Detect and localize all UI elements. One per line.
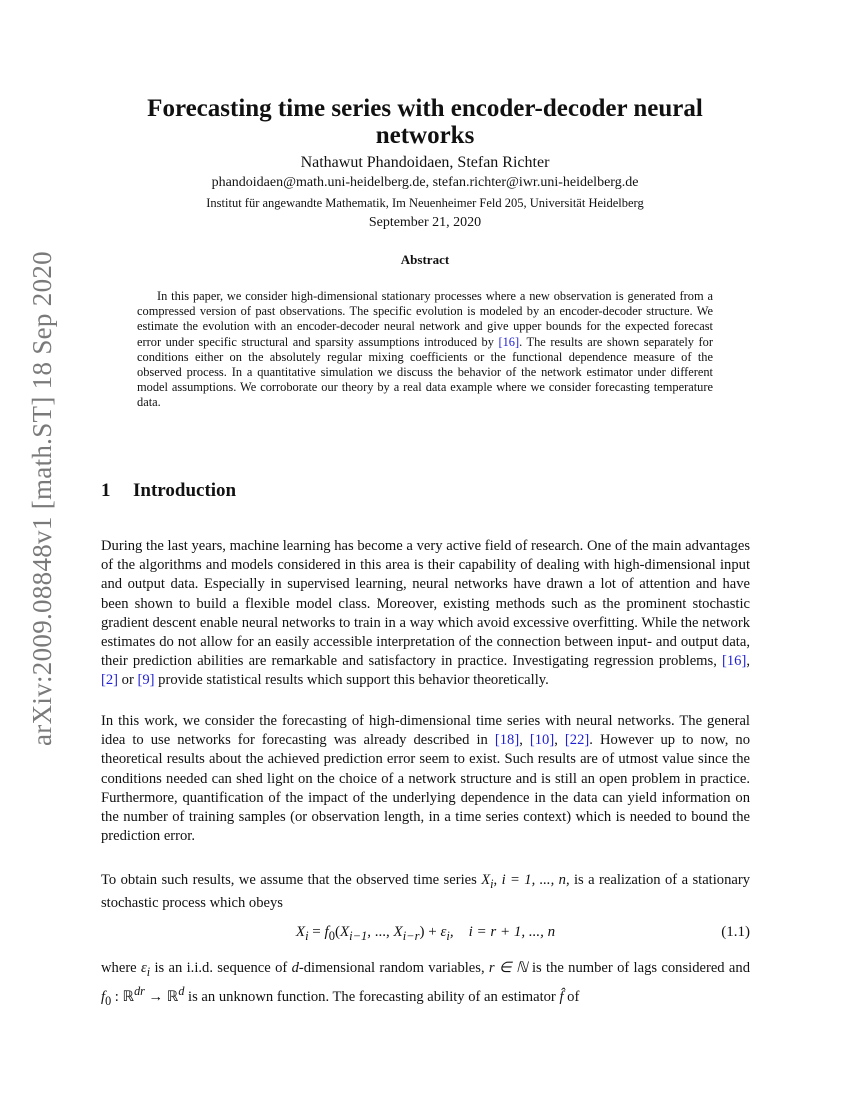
abstract-text-2: . The results are shown separately for conditions either on the absolutely regular mixing coefficients or the functional dependence measure of the observed process. In a quantitative simulation we discuss the behavior of the network estimator under different model assumptions. We corroborate our theory by a real data example where we consider forecasting temperature data.: [137, 334, 713, 410]
paragraph-text: ,: [493, 872, 502, 888]
section-title: Introduction: [133, 480, 237, 501]
math-superscript: d: [178, 984, 185, 999]
math-inline: → ℝ: [144, 988, 179, 1005]
math-variable: X: [481, 872, 491, 888]
math-subscript: i: [490, 876, 494, 891]
intro-paragraph-1: [101, 537, 750, 691]
eq-noise: ε: [440, 924, 447, 940]
paragraph-text: where: [101, 960, 141, 976]
section-heading: [101, 480, 236, 502]
paragraph-text: -dimensional random variables,: [298, 960, 489, 976]
eq-paren-close: ) +: [419, 924, 441, 940]
paragraph-text: During the last years, machine learning has become a very active field of research. One of the main advantages of the algorithms and models considered in this area is their capability of dealing with high-dimensional input and output data. Especially in supervised learning, neural networks have drawn a lot of attention and have been shown to build a flexible model class. Moreover, existing methods such as the prominent stochastic gradient descent enable neural networks to train in a way which avoid excessive overfitting. While the network estimates do not allow for an easily accessible interpretation of the connection between input- and output data, their prediction abilities are remarkable and satisfactory in practice. Investigating regression problems,: [101, 538, 750, 670]
abstract-heading: Abstract: [400, 252, 450, 267]
citation-link[interactable]: [16]: [722, 653, 747, 670]
math-subscript: 0: [105, 993, 112, 1008]
paragraph-text: is an i.i.d. sequence of: [150, 960, 292, 976]
intro-paragraph-2: [101, 712, 750, 846]
equation-1-1: [101, 924, 750, 946]
math-inline: r ∈ ℕ: [488, 960, 528, 976]
separator: ,: [519, 732, 530, 749]
authors: Nathawut Phandoidaen, Stefan Richter: [300, 154, 550, 171]
paragraph-text: is the number of lags considered and: [527, 960, 750, 976]
math-variable: f: [101, 988, 106, 1005]
eq-arg-1-sub: i−1: [349, 929, 368, 943]
citation-link[interactable]: [22]: [564, 732, 590, 749]
eq-lhs-sub: i: [305, 929, 309, 943]
paper-date: September 21, 2020: [368, 215, 482, 230]
eq-noise-sub: i: [446, 929, 450, 943]
eq-function: f: [324, 924, 329, 940]
paragraph-text: of: [563, 988, 580, 1005]
math-subscript: i: [146, 964, 151, 979]
math-inline: i = 1, ..., n: [501, 872, 566, 888]
author-emails: phandoidaen@math.uni-heidelberg.de, stefan.richter@iwr.uni-heidelberg.de: [211, 175, 639, 190]
math-variable: f̂: [559, 988, 564, 1005]
citation-link[interactable]: [9]: [137, 672, 155, 689]
citation-link[interactable]: [18]: [494, 732, 520, 749]
eq-arg-2: X: [393, 924, 403, 940]
abstract-body: [137, 289, 713, 411]
title-line-1: Forecasting time series with encoder-decoder neural: [147, 95, 703, 122]
eq-ellipsis: , ...,: [367, 924, 394, 940]
eq-function-sub: 0: [328, 929, 335, 943]
eq-lhs: X: [295, 924, 306, 940]
citation-link[interactable]: [10]: [529, 732, 555, 749]
eq-equals: =: [308, 924, 325, 940]
eq-paren-open: (: [334, 924, 340, 940]
paragraph-text: is an unknown function. The forecasting ability of an estimator: [184, 988, 560, 1005]
eq-arg-2-sub: i−r: [402, 929, 420, 943]
paragraph-text: , is a realization of a stationary stochastic process which obeys: [101, 872, 751, 912]
paragraph-text: . However up to now, no theoretical results about the achieved prediction error seem to exist. Such results are of utmost value since the conditions needed can shed light on the choice of a network structure and is still an open problem in practice. Furthermore, quantification of the impact of the underlying dependence in the data can yield information on the number of training samples (or observation length, in a time series context) which is needed to bound the prediction error.: [101, 732, 751, 845]
intro-paragraph-4: [101, 959, 750, 1011]
separator: or: [118, 672, 138, 689]
math-variable: d: [291, 960, 299, 976]
abstract-text-1: In this paper, we consider high-dimensional stationary processes where a new observation is generated from a compressed version of past observations. The specific evolution is modeled by an encoder-decoder structure. We estimate the evolution with an encoder-decoder neural network and give upper bounds for the expected forecast error under specific structural and sparsity assumptions introduced by: [137, 289, 713, 349]
eq-arg-1: X: [339, 924, 350, 940]
title-line-2: networks: [375, 122, 475, 149]
equation-body: [101, 924, 750, 944]
citation-link[interactable]: [16]: [498, 334, 520, 349]
paragraph-text: provide statistical results which support this behavior theoretically.: [154, 672, 549, 689]
citation-link[interactable]: [2]: [101, 672, 119, 689]
math-superscript: dr: [134, 984, 145, 999]
paragraph-text: In this work, we consider the forecasting of high-dimensional time series with neural networks. The general idea to use networks for forecasting was already described in: [101, 713, 750, 749]
arxiv-identifier: arXiv:2009.08848v1 [math.ST] 18 Sep 2020: [26, 250, 57, 746]
paper-header: [100, 95, 750, 233]
affiliation: Institut für angewandte Mathematik, Im Neuenheimer Feld 205, Universität Heidelberg: [206, 196, 644, 210]
section-number: 1: [101, 480, 111, 501]
math-variable: ε: [140, 960, 147, 976]
paragraph-text: To obtain such results, we assume that the observed time series: [101, 872, 482, 888]
arxiv-side-stamp: [22, 250, 62, 746]
separator: ,: [746, 653, 750, 670]
intro-paragraph-3: [101, 871, 750, 913]
separator: ,: [554, 732, 565, 749]
math-inline: : ℝ: [111, 988, 135, 1005]
equation-number: (1.1): [721, 924, 750, 940]
paper-title: [100, 95, 750, 149]
eq-range: , i = r + 1, ..., n: [449, 924, 556, 940]
